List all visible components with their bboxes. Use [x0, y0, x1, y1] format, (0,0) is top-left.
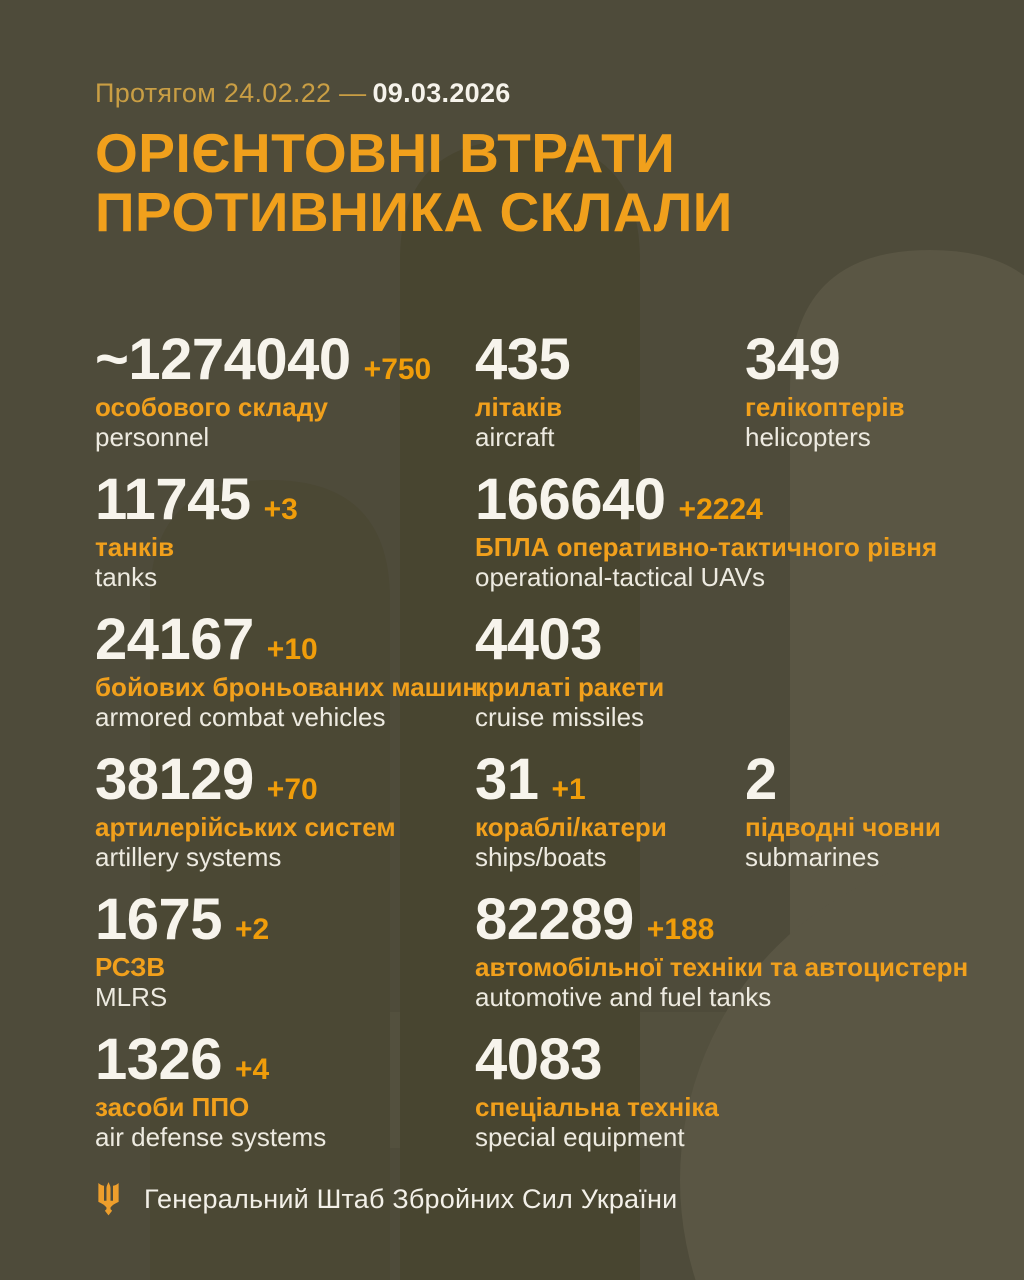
stat-artillery-systems [95, 747, 475, 872]
stat-value: 2 [745, 747, 777, 812]
stat-label-uk: підводні човни [745, 812, 941, 842]
stat-label-uk: літаків [475, 392, 563, 422]
stat-label-uk: гелікоптерів [745, 392, 905, 422]
stat-label-uk: кораблі/катери [475, 812, 667, 842]
stat-label-en: armored combat vehicles [95, 702, 386, 732]
stat-label-en: special equipment [475, 1122, 685, 1152]
stat-value-line [475, 1027, 745, 1092]
stat-delta: +2224 [678, 493, 763, 526]
page-title [95, 124, 984, 242]
losses-stats-grid [95, 327, 984, 1172]
stat-delta: +188 [646, 913, 715, 946]
stat-label-en: air defense systems [95, 1122, 327, 1152]
stat-helicopters [745, 327, 984, 452]
stat-label-uk: РСЗВ [95, 952, 166, 982]
stat-label-en: aircraft [475, 422, 555, 452]
stat-value: 435 [475, 327, 571, 392]
stat-label-uk: БПЛА оперативно-тактичного рівня [475, 532, 938, 562]
stat-value: 1326 [95, 1027, 223, 1092]
stat-value-line [95, 607, 475, 672]
stat-value-line [475, 747, 745, 812]
stat-label-en: MLRS [95, 982, 168, 1012]
stat-ships-boats [475, 747, 745, 872]
title-line-1: ОРІЄНТОВНІ ВТРАТИ [95, 122, 676, 184]
stat-value: 31 [475, 747, 539, 812]
stat-delta: +10 [266, 633, 318, 666]
stat-label-uk: автомобільної техніки та автоцистерн [475, 952, 969, 982]
stat-label-uk: крилаті ракети [475, 672, 665, 702]
stat-label-en: submarines [745, 842, 880, 872]
stat-delta: +70 [266, 773, 318, 806]
stat-value: 24167 [95, 607, 254, 672]
stat-value-line [475, 467, 763, 532]
stat-value: 349 [745, 327, 841, 392]
stat-delta: +3 [263, 493, 298, 526]
stat-value: 11745 [95, 467, 251, 532]
reporting-period [95, 78, 984, 108]
footer [95, 1182, 984, 1216]
stat-label-en: operational-tactical UAVs [475, 562, 765, 592]
period-label: Протягом 24.02.22 — [95, 78, 367, 108]
stat-label-en: personnel [95, 422, 210, 452]
stat-value-line [95, 747, 475, 812]
stat-label-en: ships/boats [475, 842, 607, 872]
stat-automotive-fuel-tanks [475, 887, 969, 1012]
stat-personnel [95, 327, 475, 452]
stat-value-line [95, 887, 475, 952]
stat-air-defense [95, 1027, 475, 1152]
stat-armored-combat-vehicles [95, 607, 479, 732]
stat-label-en: tanks [95, 562, 158, 592]
stat-value-line [745, 327, 984, 392]
stat-label-uk: бойових броньованих машин [95, 672, 479, 702]
stat-delta: +1 [551, 773, 586, 806]
stat-label-uk: засоби ППО [95, 1092, 250, 1122]
organization-name: Генеральний Штаб Збройних Сил України [144, 1183, 678, 1214]
stats-row-1 [95, 327, 984, 472]
stat-special-equipment [475, 1027, 745, 1152]
stat-submarines [745, 747, 984, 872]
stats-row-6 [95, 1027, 984, 1172]
stats-row-3 [95, 607, 984, 752]
stat-label-en: helicopters [745, 422, 871, 452]
report-date: 09.03.2026 [372, 78, 511, 108]
stat-value: 4083 [475, 1027, 603, 1092]
stats-row-4 [95, 747, 984, 892]
stat-delta: +750 [363, 353, 432, 386]
stat-value-line [475, 607, 745, 672]
stat-label-en: artillery systems [95, 842, 282, 872]
stat-value: 166640 [475, 467, 666, 532]
stat-value: ~1274040 [95, 327, 351, 392]
stat-value-line [95, 467, 475, 532]
stat-value-line [475, 327, 745, 392]
stat-delta: +4 [235, 1053, 270, 1086]
stat-value: 1675 [95, 887, 223, 952]
title-line-2: ПРОТИВНИКА СКЛАЛИ [95, 181, 733, 243]
stats-row-5 [95, 887, 984, 1032]
stat-label-en: cruise missiles [475, 702, 645, 732]
tryzub-trident-icon [95, 1182, 122, 1216]
stat-cruise-missiles [475, 607, 745, 732]
stat-uavs [475, 467, 938, 592]
stat-label-uk: артилерійських систем [95, 812, 396, 842]
stat-tanks [95, 467, 475, 592]
stat-value-line [95, 327, 475, 392]
stat-label-uk: особового складу [95, 392, 328, 422]
stat-label-uk: танків [95, 532, 175, 562]
stat-value-line [475, 887, 745, 952]
stat-label-en: automotive and fuel tanks [475, 982, 772, 1012]
stat-label-uk: спеціальна техніка [475, 1092, 719, 1122]
stat-value-line [95, 1027, 475, 1092]
stats-row-2 [95, 467, 984, 612]
stat-value-line [745, 747, 984, 812]
stat-aircraft [475, 327, 745, 452]
stat-mlrs [95, 887, 475, 1012]
stat-value: 38129 [95, 747, 254, 812]
stat-delta: +2 [235, 913, 270, 946]
stat-value: 82289 [475, 887, 634, 952]
stat-value: 4403 [475, 607, 603, 672]
